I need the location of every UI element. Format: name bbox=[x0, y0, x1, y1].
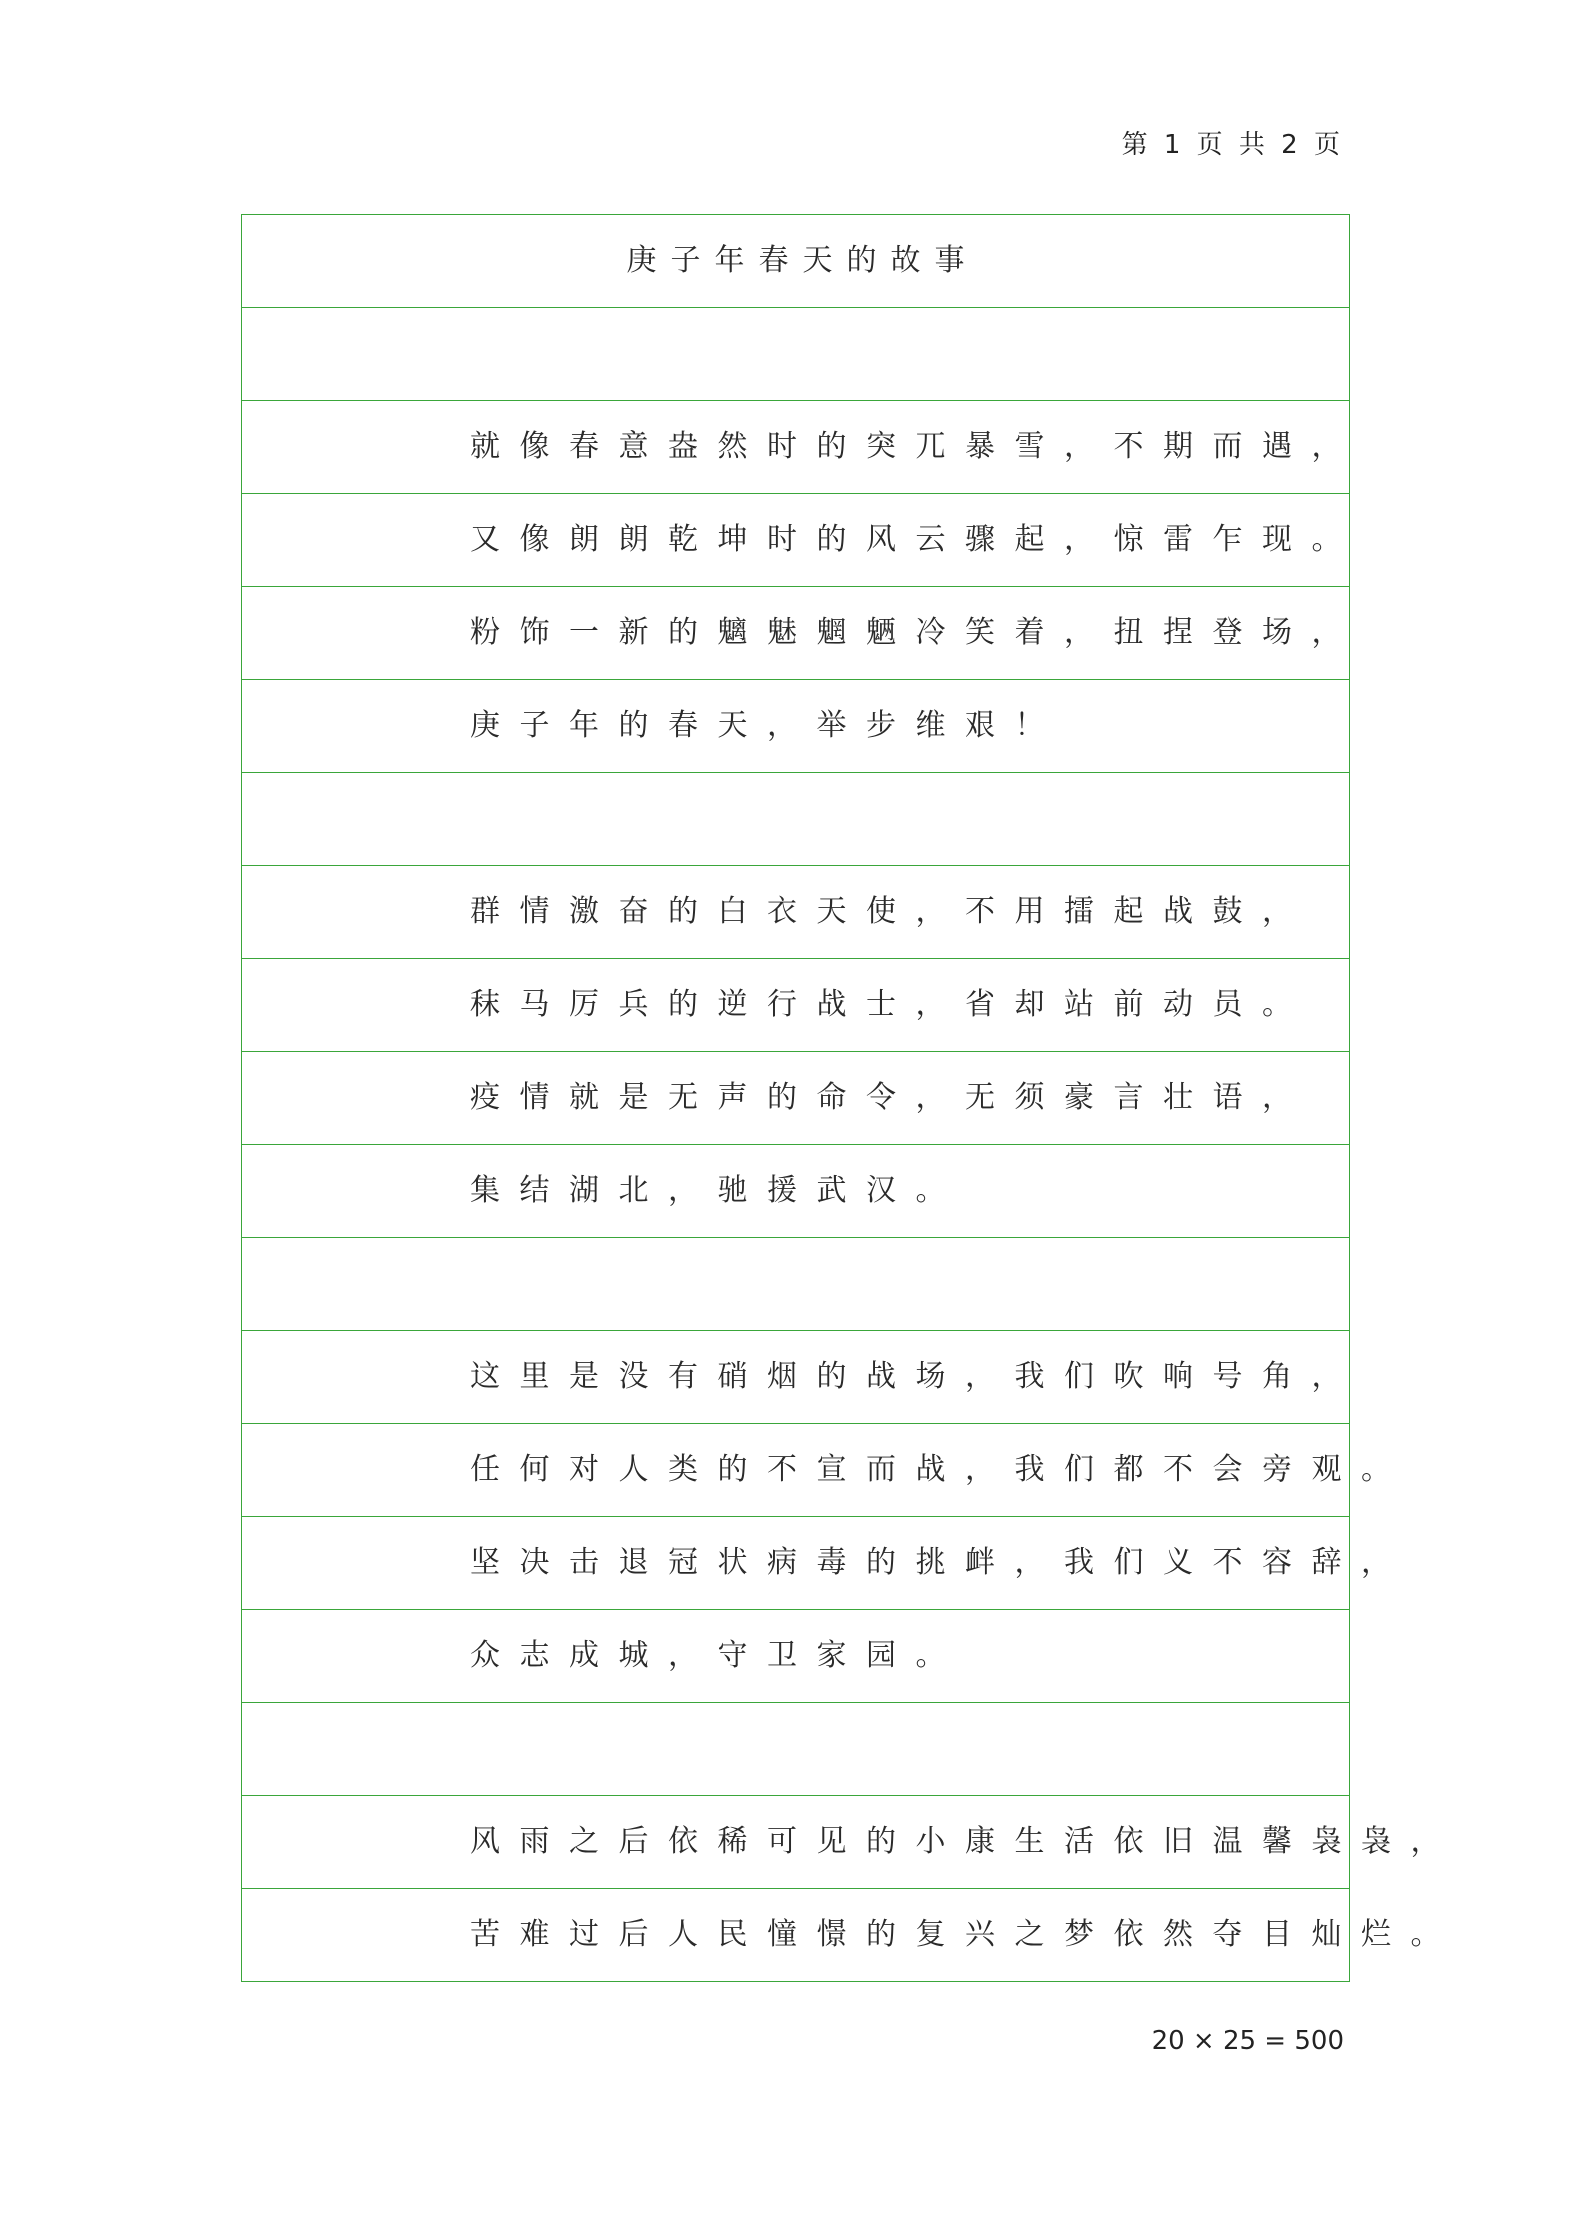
text-line: 任何对人类的不宣而战，我们都不会旁观。 bbox=[470, 1452, 1411, 1487]
text-row bbox=[242, 308, 1349, 401]
text-row bbox=[242, 680, 1349, 773]
text-line: 粉饰一新的魑魅魍魉冷笑着，扭捏登场， bbox=[470, 615, 1361, 650]
text-row bbox=[242, 1424, 1411, 1517]
text-line: 又像朗朗乾坤时的风云骤起，惊雷乍现。 bbox=[470, 522, 1361, 557]
text-row bbox=[242, 401, 1361, 494]
title-row bbox=[242, 215, 1349, 308]
text-row bbox=[242, 1889, 1460, 1982]
text-line: 坚决击退冠状病毒的挑衅，我们义不容辞， bbox=[470, 1545, 1411, 1580]
essay-title: 庚子年春天的故事 bbox=[626, 243, 979, 278]
text-row bbox=[242, 1610, 1349, 1703]
text-line: 苦难过后人民憧憬的复兴之梦依然夺目灿烂。 bbox=[470, 1917, 1460, 1952]
text-line: 众志成城，守卫家园。 bbox=[470, 1638, 965, 1673]
text-row bbox=[242, 1052, 1349, 1145]
text-row bbox=[242, 1517, 1411, 1610]
text-row bbox=[242, 959, 1349, 1052]
text-line: 风雨之后依稀可见的小康生活依旧温馨袅袅， bbox=[470, 1824, 1460, 1859]
text-line: 疫情就是无声的命令，无须豪言壮语， bbox=[470, 1080, 1312, 1115]
text-row bbox=[242, 1331, 1361, 1424]
page-indicator: 第 1 页 共 2 页 bbox=[1121, 130, 1344, 160]
text-row bbox=[242, 773, 1349, 866]
text-line: 这里是没有硝烟的战场，我们吹响号角， bbox=[470, 1359, 1361, 1394]
grid-count: 20 × 25 = 500 bbox=[1151, 2026, 1344, 2056]
text-line: 集结湖北，驰援武汉。 bbox=[470, 1173, 965, 1208]
text-line: 庚子年的春天，举步维艰！ bbox=[470, 708, 1064, 743]
text-row bbox=[242, 866, 1349, 959]
text-line: 群情激奋的白衣天使，不用擂起战鼓， bbox=[470, 894, 1312, 929]
text-row bbox=[242, 587, 1361, 680]
text-row bbox=[242, 1796, 1460, 1889]
text-row bbox=[242, 1238, 1349, 1331]
text-row bbox=[242, 1703, 1349, 1796]
text-row bbox=[242, 494, 1361, 587]
text-line: 秣马厉兵的逆行战士，省却站前动员。 bbox=[470, 987, 1312, 1022]
text-row bbox=[242, 1145, 1349, 1238]
manuscript-grid bbox=[241, 214, 1460, 1982]
text-line: 就像春意盎然时的突兀暴雪，不期而遇， bbox=[470, 429, 1361, 464]
